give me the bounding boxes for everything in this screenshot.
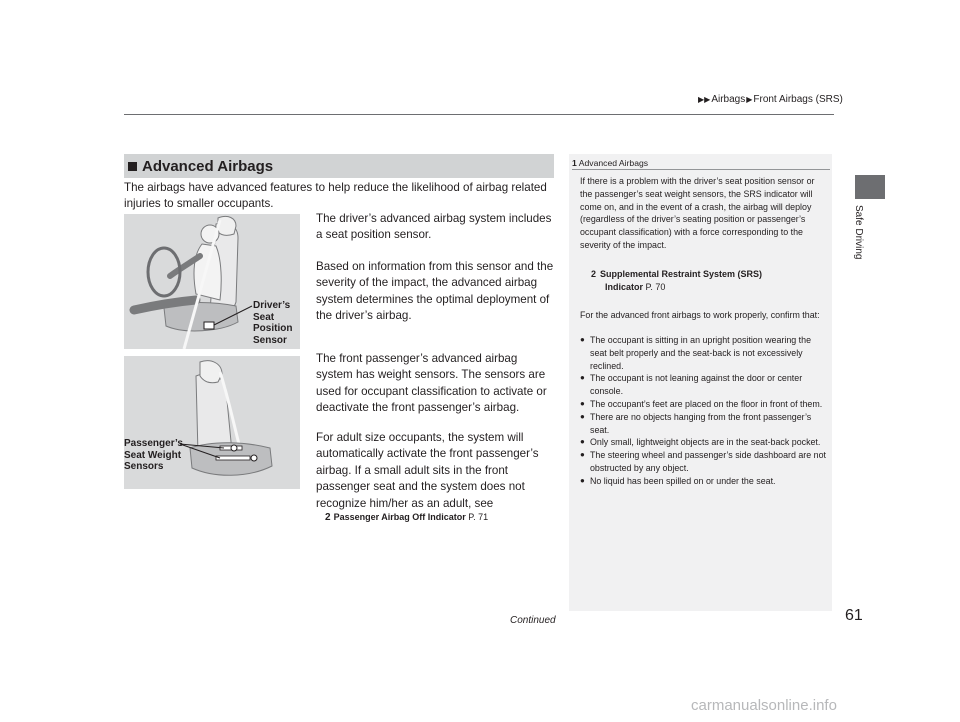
driver-sensor-paragraph: The driver’s advanced airbag system includes a seat position sensor. bbox=[316, 212, 552, 242]
watermark: carmanualsonline.info bbox=[691, 697, 837, 714]
label-line: Driver’s bbox=[253, 300, 291, 311]
list-item: ● The occupant is sitting in an upright position wearing the seat belt properly and the seat-back is not excessively reclined. bbox=[580, 334, 828, 372]
cross-reference-icon: 2 bbox=[591, 269, 597, 279]
breadcrumb-front-airbags[interactable]: Front Airbags (SRS) bbox=[753, 94, 843, 105]
breadcrumb-arrow-icon: ▶▶ bbox=[698, 95, 711, 104]
passenger-airbag-off-indicator-link[interactable] bbox=[325, 512, 488, 523]
passenger-weight-sensor-label bbox=[124, 438, 183, 473]
label-line: Sensors bbox=[124, 461, 164, 472]
continued-marker: Continued bbox=[510, 615, 556, 626]
note-marker-icon: 1 bbox=[572, 158, 577, 168]
label-line: Position bbox=[253, 323, 293, 334]
header-divider bbox=[124, 114, 834, 115]
list-item: ● Only small, lightweight objects are in the seat-back pocket. bbox=[580, 436, 828, 449]
xref-title-line2: Indicator bbox=[605, 281, 644, 292]
xref-title: Passenger Airbag Off Indicator bbox=[333, 512, 466, 522]
deployment-paragraph: Based on information from this sensor and the severity of the impact, the advanced airbag system determines the optimal deployment of the driver’s airbag. bbox=[316, 260, 554, 323]
list-item: ● There are no objects hanging from the front passenger’s seat. bbox=[580, 411, 828, 437]
sidebar-checklist bbox=[580, 334, 828, 488]
chapter-tab-label[interactable]: Safe Driving bbox=[853, 205, 864, 260]
xref-page: P. 71 bbox=[468, 512, 489, 522]
list-item: ● No liquid has been spilled on or under the seat. bbox=[580, 475, 828, 488]
intro-paragraph: The airbags have advanced features to help reduce the likelihood of airbag related injuries to smaller occupants. bbox=[124, 181, 547, 211]
list-item: ● The occupant is not leaning against the door or center console. bbox=[580, 372, 828, 398]
breadcrumb-airbags[interactable]: Airbags bbox=[711, 94, 746, 105]
page-number: 61 bbox=[845, 607, 863, 624]
sidebar-heading-text: Advanced Airbags bbox=[578, 158, 649, 168]
label-line: Seat Weight bbox=[124, 449, 182, 461]
section-heading-bar bbox=[124, 154, 554, 178]
breadcrumb bbox=[697, 94, 843, 105]
adult-occupant-paragraph: For adult size occupants, the system will automatically activate the front passenger’s airbag. If a small adult sits in the front passenger seat and the system does not recognize him/her as an adult, see bbox=[316, 431, 539, 510]
label-line: Passenger’s bbox=[124, 438, 183, 449]
xref-title-line1: Supplemental Restraint System (SRS) bbox=[600, 269, 763, 279]
cross-reference-icon: 2 bbox=[325, 512, 331, 523]
list-item: ● The occupant’s feet are placed on the floor in front of them. bbox=[580, 398, 828, 411]
sidebar-confirm-paragraph: For the advanced front airbags to work properly, confirm that: bbox=[580, 310, 820, 320]
sidebar-heading bbox=[572, 158, 648, 168]
label-line: Sensor bbox=[253, 334, 287, 346]
srs-indicator-link[interactable] bbox=[591, 268, 762, 294]
chapter-tab-marker[interactable] bbox=[855, 175, 885, 199]
breadcrumb-separator-icon: ▶ bbox=[746, 95, 753, 104]
passenger-sensor-paragraph: The front passenger’s advanced airbag system has weight sensors. The sensors are used for occupant classification to activate or deactivate the front passenger’s airbag. bbox=[316, 352, 547, 415]
sidebar-problem-paragraph: If there is a problem with the driver’s seat position sensor or the passenger’s seat weight sensors, the SRS indicator will come on, and in the event of a crash, the airbag will deploy (regardless of the driver’s seating position or passenger’s occupant classification) with a force corresponding to the severity of the impact. bbox=[580, 176, 815, 250]
list-item: ● The steering wheel and passenger’s side dashboard are not obstructed by any object. bbox=[580, 449, 828, 475]
square-bullet-icon bbox=[128, 162, 137, 171]
xref-page: P. 70 bbox=[645, 281, 666, 292]
section-title: Advanced Airbags bbox=[142, 157, 274, 175]
driver-seat-sensor-label bbox=[253, 300, 292, 346]
sidebar-divider bbox=[572, 169, 830, 170]
label-line: Seat bbox=[253, 311, 275, 323]
